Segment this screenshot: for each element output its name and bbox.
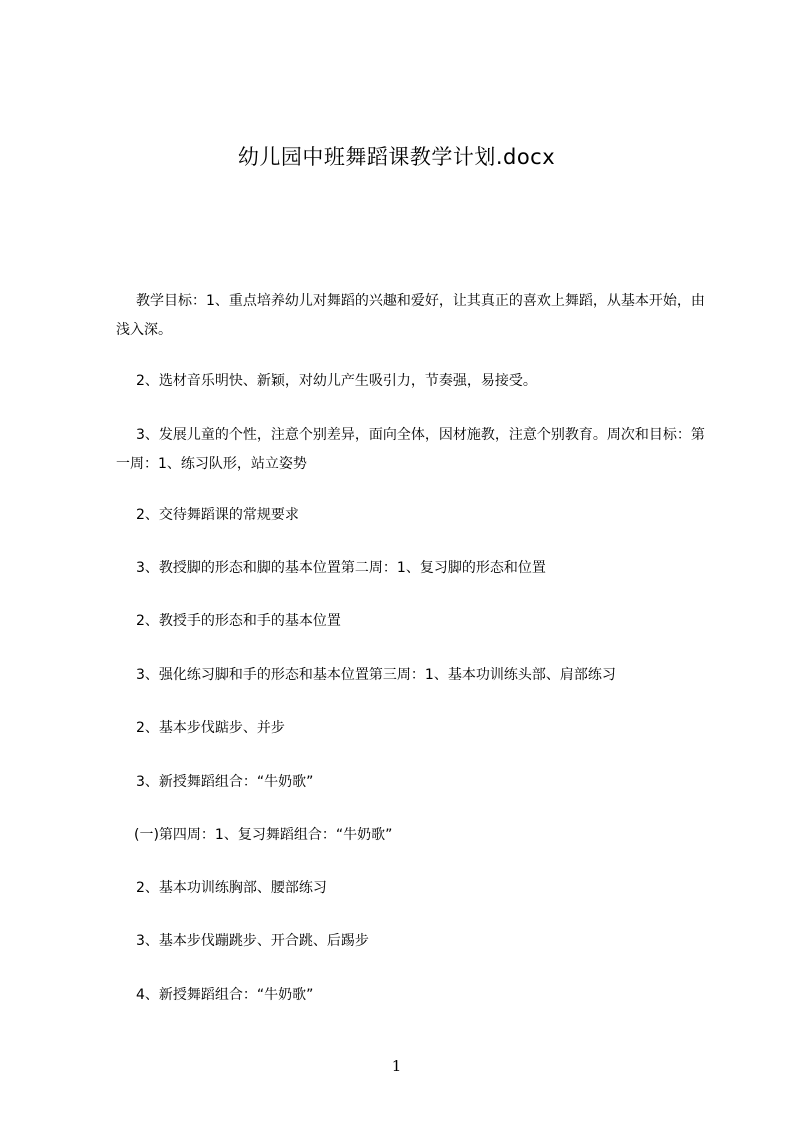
paragraph-class-rules: 2、交待舞蹈课的常规要求 xyxy=(136,507,299,523)
paragraph-basic-steps: 2、基本步伐踮步、并步 xyxy=(136,720,285,736)
paragraph-jump-steps: 3、基本步伐蹦跳步、开合跳、后踢步 xyxy=(136,933,369,949)
paragraph-chest-waist-training: 2、基本功训练胸部、腰部练习 xyxy=(136,880,327,896)
paragraph-personality-week-one: 3、发展儿童的个性，注意个别差异，面向全体，因材施教，注意个别教育。周次和目标：第一周：1、练习队形，站立姿势 xyxy=(116,427,705,472)
paragraph-foot-position-week-two: 3、教授脚的形态和脚的基本位置第二周：1、复习脚的形态和位置 xyxy=(136,560,546,576)
paragraph-teaching-goals: 教学目标：1、重点培养幼儿对舞蹈的兴趣和爱好，让其真正的喜欢上舞蹈，从基本开始，由浅入深。 xyxy=(116,293,705,338)
paragraph-new-dance-combo: 3、新授舞蹈组合：“牛奶歌” xyxy=(136,774,314,790)
document-title: 幼儿园中班舞蹈课教学计划.docx xyxy=(237,145,556,169)
paragraph-week-four: (一)第四周：1、复习舞蹈组合：“牛奶歌” xyxy=(134,827,393,843)
paragraph-hand-position: 2、教授手的形态和手的基本位置 xyxy=(136,613,341,629)
paragraph-new-dance-combo-2: 4、新授舞蹈组合：“牛奶歌” xyxy=(136,987,314,1003)
paragraph-week-three: 3、强化练习脚和手的形态和基本位置第三周：1、基本功训练头部、肩部练习 xyxy=(136,667,616,683)
paragraph-music-selection: 2、选材音乐明快、新颖，对幼儿产生吸引力，节奏强，易接受。 xyxy=(136,373,537,389)
page-number: 1 xyxy=(391,1057,402,1075)
